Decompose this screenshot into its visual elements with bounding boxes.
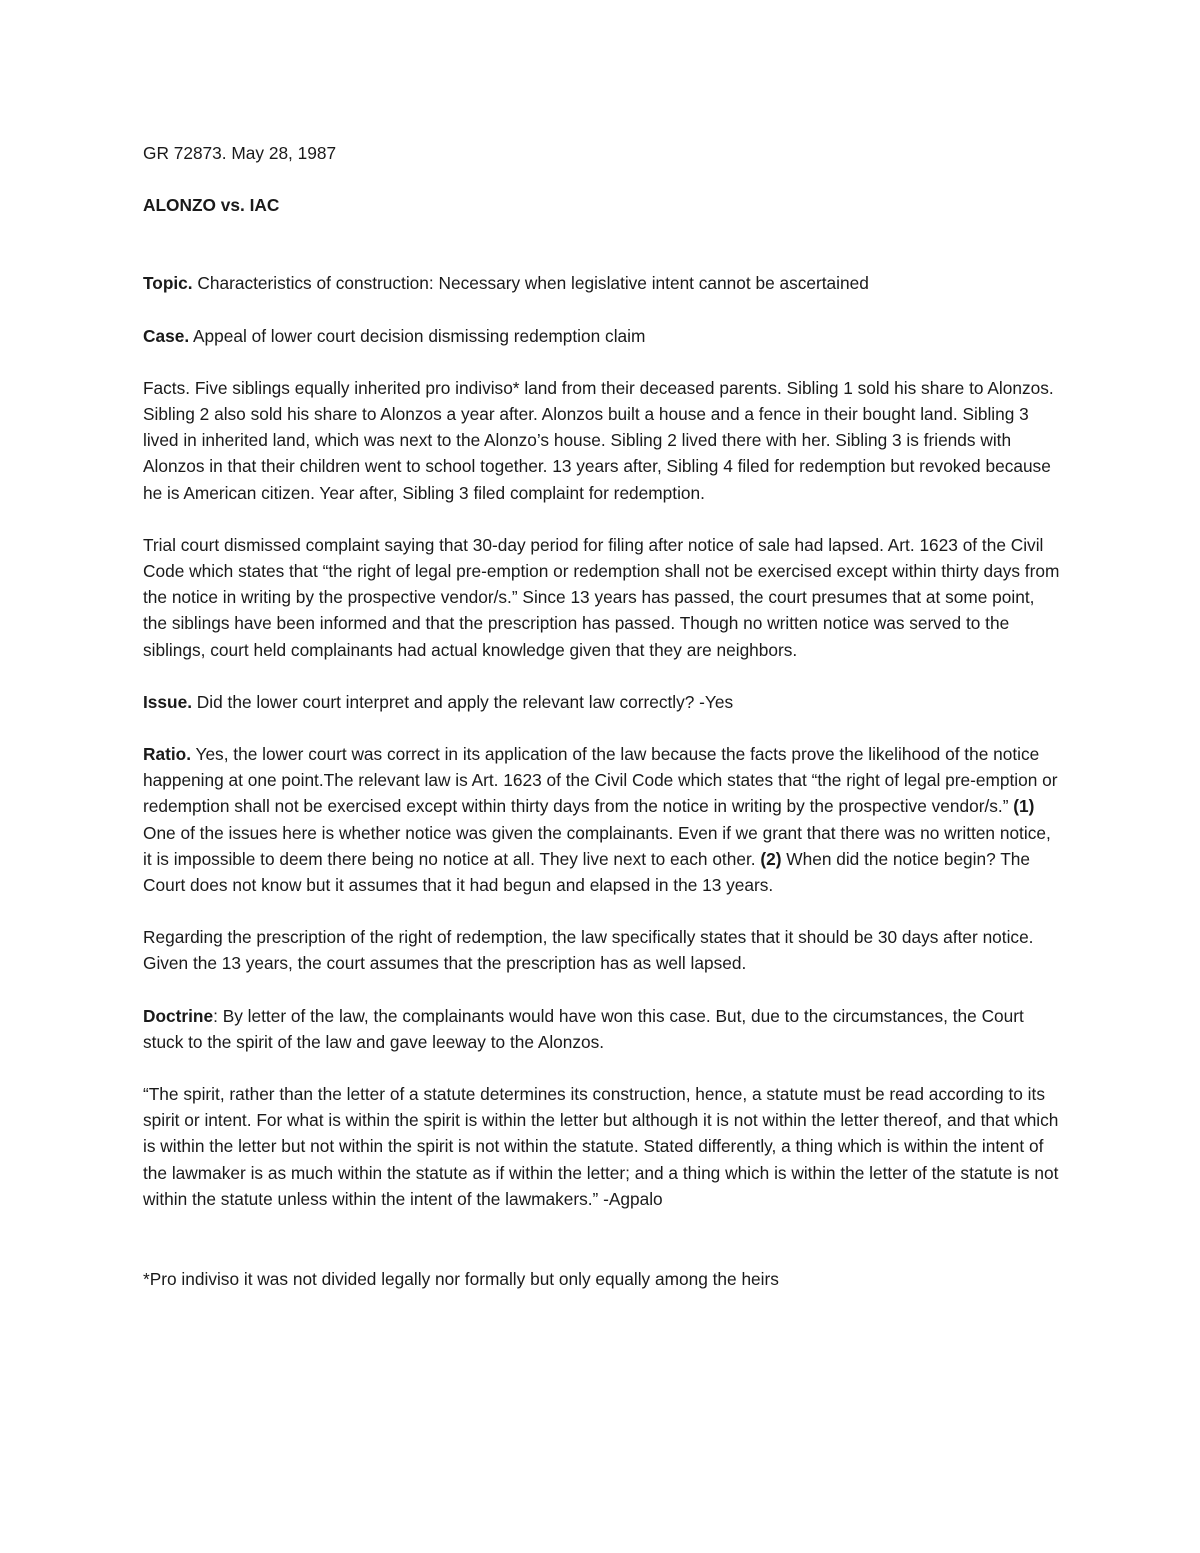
doctrine-text: : By letter of the law, the complainants would have won this case. But, due to the circumstances, the Court stuck to the spirit of the law and gave leeway to the Alonzos.: [143, 1005, 1024, 1052]
trial-court-paragraph: Trial court dismissed complaint saying that 30-day period for filing after notice of sale had lapsed. Art. 1623 of the Civil Code which states that “the right of legal pre-emption or redemption shall not be exercised except within thirty days from the notice in writing by the prospective vendor/s.” Since 13 years has passed, the court presumes that at some point, the siblings have been informed and that the prescription has passed. Though no written notice was served to the siblings, court held complainants had actual knowledge given that they are neighbors.: [143, 534, 1060, 660]
quote-paragraph: “The spirit, rather than the letter of a statute determines its construction, hence, a statute must be read according to its spirit or intent. For what is within the spirit is within the letter but although it is not within the letter thereof, and that which is within the letter but not within the spirit is not within the statute. Stated differently, a thing which is within the intent of the lawmaker is as much within the statute as if within the letter; and a thing which is within the letter of the statute is not within the statute unless within the intent of the lawmakers.” -Agpalo: [143, 1084, 1059, 1209]
ratio-text-a: Yes, the lower court was correct in its application of the law because the facts prove the likelihood of the notice happening at one point.The relevant law is Art. 1623 of the Civil Code which states that “the right of legal pre-emption or redemption shall not be exercised except within thirty days from the notice in writing by the prospective vendor/s.”: [143, 744, 1058, 817]
case-label: Case.: [143, 325, 190, 346]
case-text: Appeal of lower court decision dismissing redemption claim: [189, 325, 646, 346]
document-body: [143, 140, 1063, 1318]
prescription-paragraph: Regarding the prescription of the right of redemption, the law specifically states that it should be 30 days after notice. Given the 13 years, the court assumes that the prescription has as well lapsed.: [143, 927, 1034, 974]
case-title-text: ALONZO vs. IAC: [143, 195, 280, 216]
issue-text: Did the lower court interpret and apply the relevant law correctly? -Yes: [192, 691, 734, 712]
issue-label: Issue.: [143, 691, 192, 712]
ratio-text-c: When did the notice begin? The Court does not know but it assumes that it had begun and elapsed in the 13 years.: [143, 848, 1030, 896]
doctrine-label: Doctrine: [143, 1005, 214, 1026]
facts-paragraph: Facts. Five siblings equally inherited pro indiviso* land from their deceased parents. Sibling 1 sold his share to Alonzos. Sibling 2 also sold his share to Alonzos a year after. Alonzos built a house and a fence in their bought land. Sibling 3 lived in inherited land, which was next to the Alonzo’s house. Sibling 2 lived there with her. Sibling 3 is friends with Alonzos in that their children went to school together. 13 years after, Sibling 4 filed for redemption but revoked because he is American citizen. Year after, Sibling 3 filed complaint for redemption.: [143, 377, 1054, 503]
issue-paragraph: [143, 689, 1063, 715]
case-number: GR 72873. May 28, 1987: [143, 143, 337, 163]
ratio-label: Ratio.: [143, 744, 192, 765]
case-paragraph: [143, 323, 1063, 349]
doctrine-paragraph: [143, 1003, 1063, 1055]
footnote: *Pro indiviso it was not divided legally nor formally but only equally among the heirs: [143, 1269, 779, 1290]
case-title: [143, 192, 1063, 218]
topic-label: Topic.: [143, 273, 193, 294]
topic-paragraph: [143, 270, 1063, 296]
ratio-paragraph: [143, 741, 1063, 898]
topic-text: Characteristics of construction: Necessary when legislative intent cannot be ascertained: [192, 273, 869, 294]
ratio-marker-1: (1): [1013, 796, 1035, 817]
ratio-text-b: One of the issues here is whether notice was given the complainants. Even if we grant that there was no written notice, it is impossible to deem there being no notice at all. They live next to each other.: [143, 822, 1051, 869]
ratio-marker-2: (2): [760, 848, 782, 869]
